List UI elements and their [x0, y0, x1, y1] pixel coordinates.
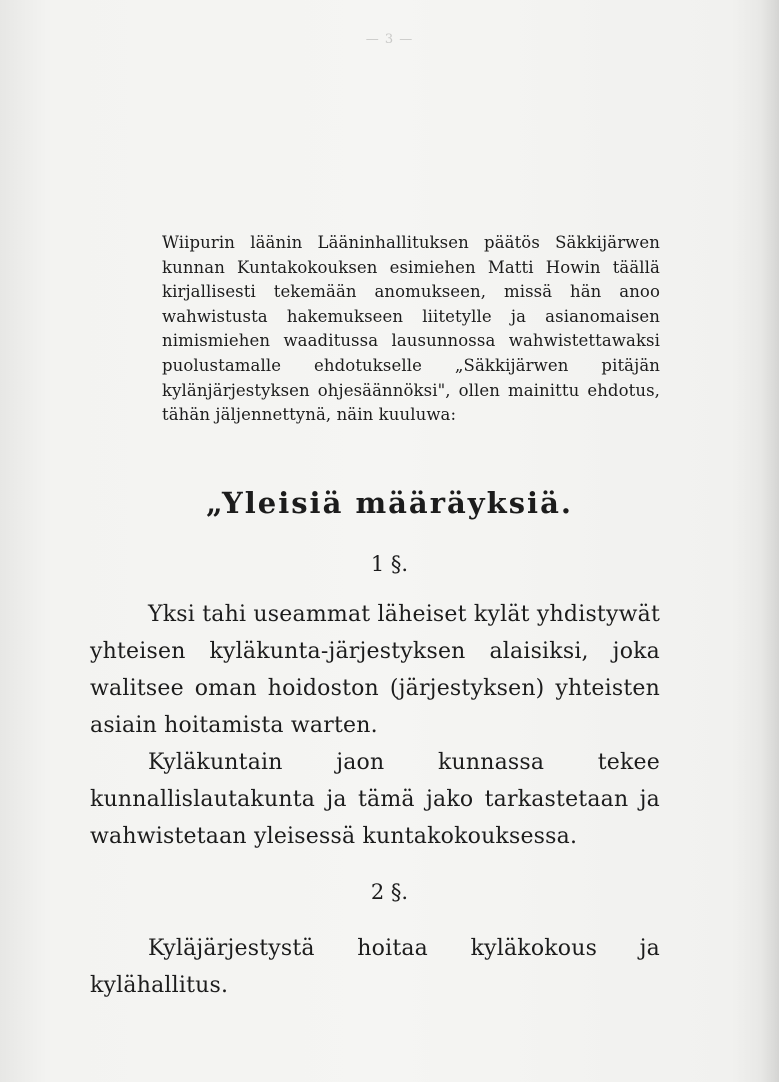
section-mark-1: 1 §. — [370, 552, 409, 576]
page-number: — 3 — — [365, 32, 414, 47]
section-mark-2: 2 §. — [370, 880, 409, 904]
intro-paragraph — [162, 231, 660, 428]
intro-text: Wiipurin läänin Lääninhallituksen päätös Säkkijärwen kunnan Kuntakokouksen esimiehen Matti Howin täällä kirjallisesti tekemään anomukseen, missä hän anoo wahwistusta hakemukseen liitetylle ja asianomaisen nimismiehen waaditussa lausunnossa wahwistettawaksi puolustamalle ehdotukselle „Säkkijärwen pitäjän kylänjärjestyksen ohjesäännöksi", ollen mainittu ehdotus, tähän jäljennettynä, näin kuuluwa: — [162, 233, 660, 425]
section-2-body — [90, 930, 660, 1004]
section-1-paragraph-1: Yksi tahi useammat läheiset kylät yhdistywät yhteisen kyläkunta-järjestyksen alaisiksi, joka walitsee oman hoidoston (järjestyksen) yhteisten asiain hoitamista warten. — [90, 602, 660, 738]
section-1-paragraph-2: Kyläkuntain jaon kunnassa tekee kunnallislautakunta ja tämä jako tarkastetaan ja wahwistetaan yleisessä kuntakokouksessa. — [90, 750, 660, 849]
section-1-body — [90, 596, 660, 855]
page-edge-shadow — [761, 0, 779, 1082]
section-heading: „Yleisiä määräyksiä. — [206, 486, 573, 520]
section-2-paragraph-1: Kyläjärjestystä hoitaa kyläkokous ja kylähallitus. — [90, 936, 660, 998]
